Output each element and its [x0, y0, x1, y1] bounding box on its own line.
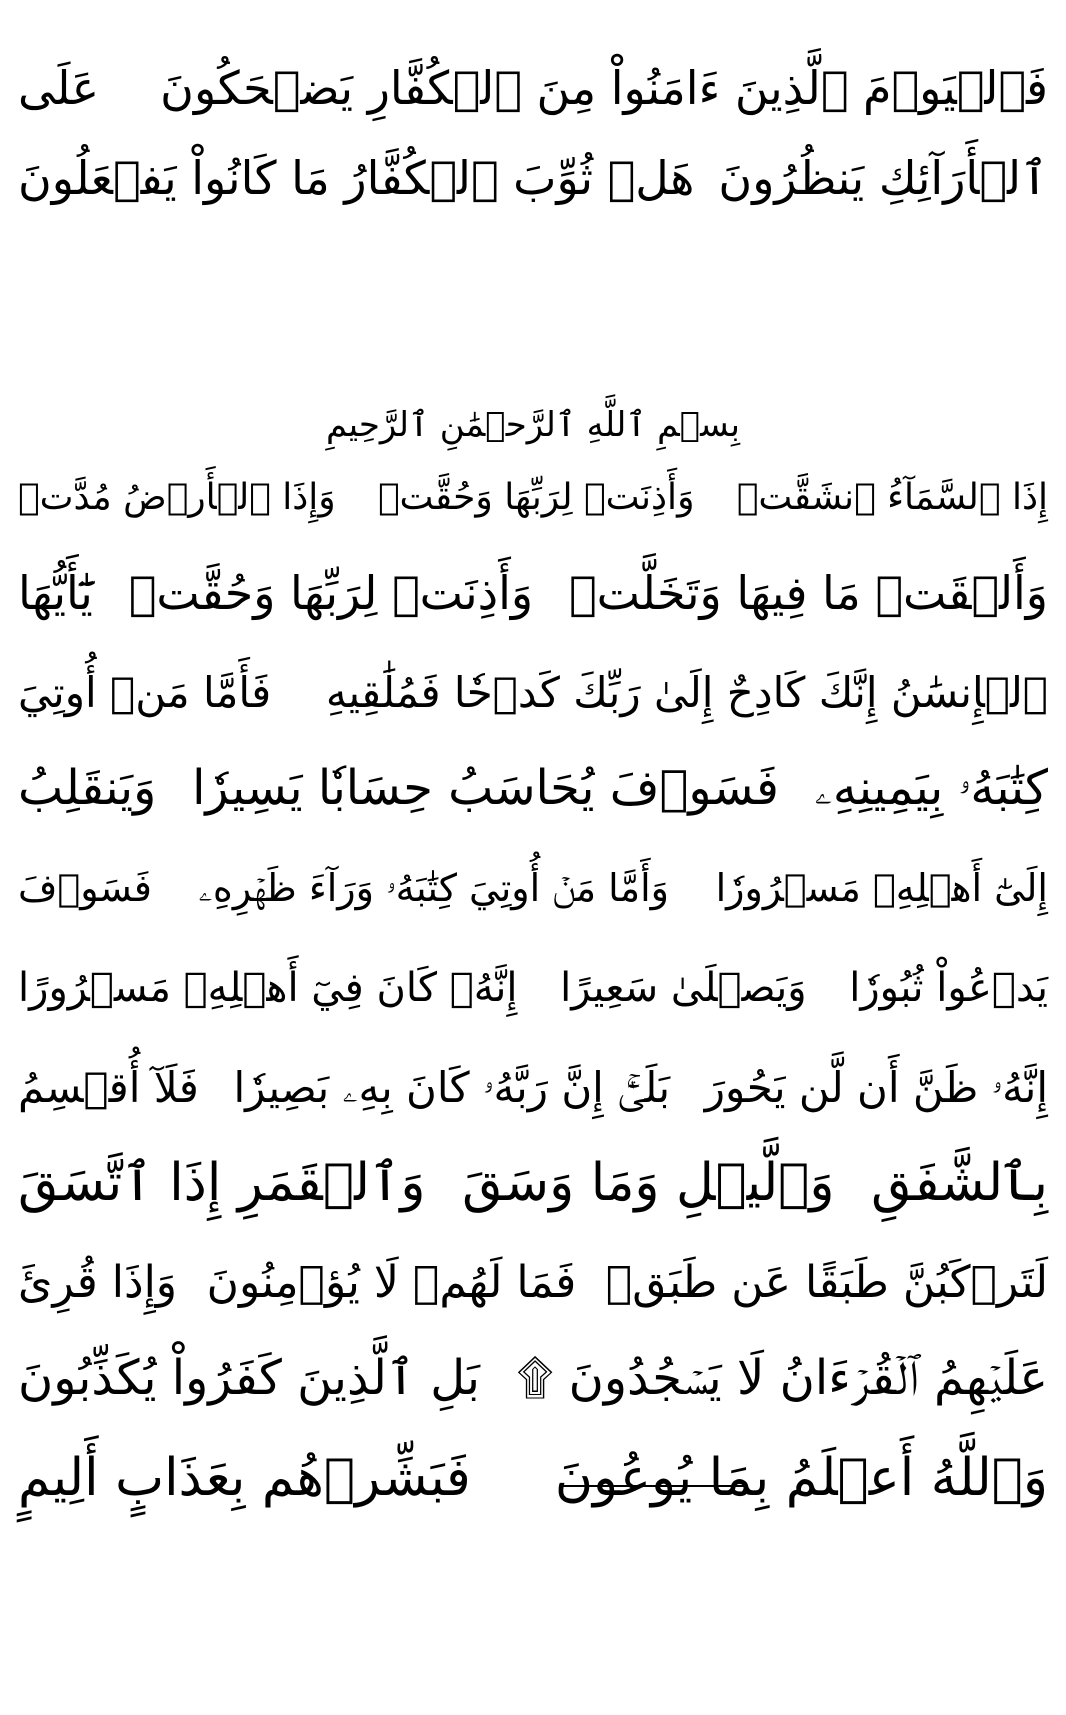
verse-line: [18, 545, 1048, 641]
verse-segment: فَأَمَّا مَنۡ أُوتِيَ: [18, 668, 272, 717]
verse-line: [18, 130, 1048, 226]
verse-segment: وَيَنقَلِبُ: [18, 760, 157, 816]
verse-segment: يَدۡعُواْ ثُبُورٗا: [849, 965, 1048, 1011]
verse-segment: وَٱلَّيۡلِ وَمَا وَسَقَ: [462, 1153, 835, 1213]
verse-line: [18, 1235, 1048, 1331]
verse-segment: وَإِذَا قُرِئَ: [18, 1257, 178, 1308]
verse-segment: وَٱلۡقَمَرِ إِذَا ٱتَّسَقَ: [18, 1153, 426, 1213]
verse-segment: فَسَوۡفَ: [18, 866, 152, 910]
verse-segment: إِنَّهُۥ كَانَ فِيٓ أَهۡلِهِۦ مَسۡرُورًا: [18, 965, 518, 1011]
verse-segment: إِنَّهُۥ ظَنَّ أَن لَّن يَحُورَ: [704, 1063, 1048, 1112]
verse-segment: وَأَذِنَتۡ لِرَبِّهَا وَحُقَّتۡ: [377, 477, 695, 518]
verse-segment: بَلَىٰٓۚ إِنَّ رَبَّهُۥ كَانَ بِهِۦ بَصِيرٗا: [233, 1063, 671, 1112]
verse-line: [18, 1330, 1048, 1426]
verse-segment: عَلَى: [18, 61, 100, 115]
verse-segment: فَلَآ أُقۡسِمُ: [18, 1063, 199, 1112]
verse-line: [18, 940, 1048, 1036]
verse-segment: ٱلۡإِنسَٰنُ إِنَّكَ كَادِحٌ إِلَىٰ رَبِّكَ كَدۡحٗا فَمُلَٰقِيهِ: [325, 668, 1048, 717]
verse-segment: فَسَوۡفَ يُحَاسَبُ حِسَابٗا يَسِيرٗا: [192, 760, 779, 816]
verse-segment: إِذَا ٱلسَّمَآءُ ٱنشَقَّتۡ: [736, 477, 1048, 518]
verse-line: [18, 645, 1048, 741]
verse-segment: ٱلۡأَرَآئِكِ يَنظُرُونَ: [718, 151, 1048, 205]
verse-segment: وَيَصۡلَىٰ سَعِيرًا: [560, 965, 807, 1011]
verse-segment: فَمَا لَهُمۡ لَا يُؤۡمِنُونَ: [206, 1257, 577, 1308]
verse-line: [18, 740, 1048, 836]
verse-segment: بِٱلشَّفَقِ: [871, 1153, 1048, 1213]
verse-segment: فَٱلۡيَوۡمَ ٱلَّذِينَ ءَامَنُواْ مِنَ ٱلۡكُفَّارِ يَضۡحَكُونَ: [160, 61, 1048, 115]
verse-segment: كِتَٰبَهُۥ بِيَمِينِهِۦ: [814, 760, 1048, 816]
verse-segment: هَلۡ ثُوِّبَ ٱلۡكُفَّارُ مَا كَانُواْ يَفۡعَلُونَ: [18, 151, 695, 205]
verse-segment: لَتَرۡكَبُنَّ طَبَقًا عَن طَبَقٖ: [605, 1257, 1048, 1308]
verse-segment: وَٱللَّهُ أَعۡلَمُ بِمَا يُوعُونَ: [554, 1448, 1048, 1508]
verse-line: [18, 840, 1048, 936]
verse-segment: فَبَشِّرۡهُم بِعَذَابٍ أَلِيمٍ: [18, 1448, 471, 1508]
verse-segment: يَٰٓأَيُّهَا: [18, 566, 93, 620]
verse-segment: وَأَذِنَتۡ لِرَبِّهَا وَحُقَّتۡ: [128, 566, 534, 620]
verse-line: [18, 1430, 1048, 1526]
verse-line: [18, 1135, 1048, 1231]
verse-line: [18, 450, 1048, 546]
verse-segment: وَأَلۡقَتۡ مَا فِيهَا وَتَخَلَّتۡ: [569, 566, 1048, 620]
verse-segment: بَلِ ٱلَّذِينَ كَفَرُواْ يُكَذِّبُونَ: [18, 1350, 480, 1406]
verse-line: [18, 40, 1048, 136]
verse-segment: وَأَمَّا مَنۡ أُوتِيَ كِتَٰبَهُۥ وَرَآءَ ظَهۡرِهِۦ: [198, 866, 670, 910]
basmala: بِسۡمِ ٱللَّهِ ٱلرَّحۡمَٰنِ ٱلرَّحِيمِ: [326, 405, 740, 445]
verse-segment: إِلَىٰٓ أَهۡلِهِۦ مَسۡرُورٗا: [715, 866, 1048, 910]
verse-line: [18, 1040, 1048, 1136]
verse-segment: عَلَيۡهِمُ ٱلۡقُرۡءَانُ لَا يَسۡجُدُونَ ۩: [516, 1350, 1048, 1406]
verse-segment: وَإِذَا ٱلۡأَرۡضُ مُدَّتۡ: [18, 477, 336, 518]
